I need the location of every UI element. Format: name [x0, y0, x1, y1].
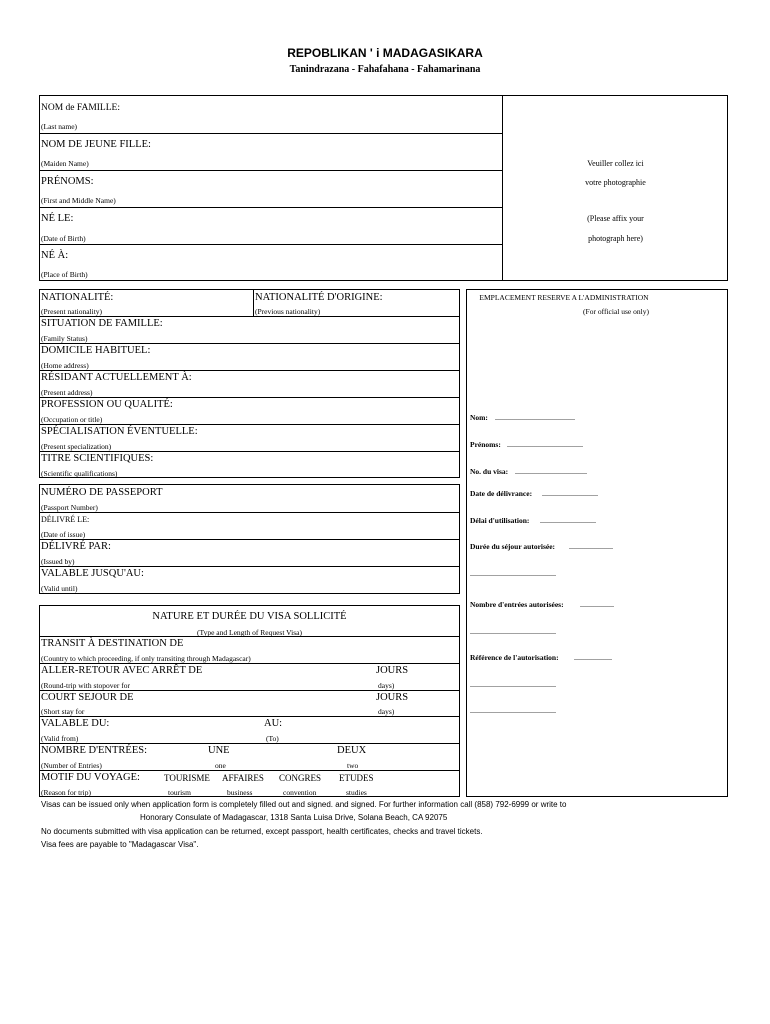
- passport-number-label: NUMÉRO DE PASSEPORT: [41, 487, 163, 498]
- origin-nationality-label: NATIONALITÉ D'ORIGINE:: [255, 292, 383, 303]
- admin-prenoms-label: Prénoms:: [470, 440, 501, 449]
- round-trip-days-sub: days): [378, 681, 395, 690]
- visa-heading-sub: (Type and Length of Request Visa): [197, 628, 302, 637]
- reason-studies-sub: studies: [346, 788, 367, 797]
- first-names-sub: (First and Middle Name): [41, 196, 116, 205]
- specialization-label: SPÉCIALISATION ÉVENTUELLE:: [41, 426, 198, 437]
- short-stay-label: COURT SEJOUR DE: [41, 692, 134, 703]
- reason-label: MOTIF DU VOYAGE:: [41, 772, 140, 783]
- admin-stay-label: Durée du séjour autorisée:: [470, 542, 556, 551]
- admin-prenoms-dots: ......................................: [507, 440, 583, 449]
- entries-two: DEUX: [337, 745, 367, 756]
- birth-date-sub: (Date of Birth): [41, 234, 86, 243]
- admin-blank-dots-3: ...........................................: [470, 680, 556, 689]
- footer-line-4: Visa fees are payable to "Madagascar Visa".: [41, 840, 199, 849]
- footer-line-3: No documents submitted with visa application can be returned, except passport, health certificates, checks and travel tickets.: [41, 827, 483, 836]
- present-address-label: RÉSIDANT ACTUELLEMENT À:: [41, 372, 192, 383]
- valid-until-sub: (Valid until): [41, 584, 78, 593]
- family-status-label: SITUATION DE FAMILLE:: [41, 318, 163, 329]
- photo-text-4: photograph here): [588, 234, 643, 243]
- photo-text-1: Veuiller collez ici: [587, 159, 644, 168]
- last-name-sub: (Last name): [41, 122, 78, 131]
- family-status-sub: (Family Status): [41, 334, 88, 343]
- valid-until-label: VALABLE JUSQU'AU:: [41, 568, 144, 579]
- reason-convention: CONGRES: [279, 773, 322, 783]
- specialization-sub: (Present specialization): [41, 442, 112, 451]
- admin-stay-dots: ......................: [569, 542, 613, 551]
- round-trip-label: ALLER-RETOUR AVEC ARRÊT DE: [41, 665, 203, 676]
- form-subtitle: Tanindrazana - Fahafahana - Fahamarinana: [289, 64, 481, 75]
- admin-delivery-dots: ............................: [542, 489, 598, 498]
- admin-delivery-label: Date de délivrance:: [470, 489, 533, 498]
- identity-section: [39, 95, 728, 281]
- admin-nom-label: Nom:: [470, 413, 488, 422]
- short-stay-sub: (Short stay for: [41, 707, 85, 716]
- birth-place-sub: (Place of Birth): [41, 270, 88, 279]
- reason-tourism-sub: tourism: [168, 788, 191, 797]
- entries-label: NOMBRE D'ENTRÉES:: [41, 745, 148, 756]
- valid-from-sub: (Valid from): [41, 734, 79, 743]
- admin-visa-no-label: No. du visa:: [470, 467, 509, 476]
- round-trip-days: JOURS: [376, 665, 409, 676]
- admin-visa-no-dots: ....................................: [515, 467, 587, 476]
- footer-line-1: Visas can be issued only when application form is completely filled out and signed. and signed. For further information call (858) 792-6999 or write to: [41, 800, 567, 809]
- present-address-sub: (Present address): [41, 388, 93, 397]
- reason-tourism: TOURISME: [164, 773, 210, 783]
- admin-heading-sub: (For official use only): [583, 307, 649, 316]
- issued-by-sub: (Issued by): [41, 557, 75, 566]
- short-stay-days-sub: days): [378, 707, 395, 716]
- admin-heading: EMPLACEMENT RESERVE A L'ADMINISTRATION: [479, 293, 649, 302]
- origin-nationality-sub: (Previous nationality): [255, 307, 321, 316]
- admin-entries-dots: .................: [580, 600, 614, 609]
- admin-reference-dots: ...................: [574, 653, 612, 662]
- transit-label: TRANSIT À DESTINATION DE: [41, 638, 184, 649]
- reason-studies: ETUDES: [339, 773, 374, 783]
- entries-two-sub: two: [347, 761, 359, 770]
- maiden-name-sub: (Maiden Name): [41, 159, 89, 168]
- nationality-sub: (Present nationality): [41, 307, 103, 316]
- admin-reference-label: Référence de l'autorisation:: [470, 653, 559, 662]
- occupation-sub: (Occupation or title): [41, 415, 103, 424]
- issue-date-label: DÉLIVRÉ LE:: [41, 515, 90, 524]
- transit-sub: (Country to which proceeding, if only transiting through Madagascar): [41, 654, 251, 663]
- entries-sub: (Number of Entries): [41, 761, 102, 770]
- admin-blank-dots-1: ...........................................: [470, 569, 556, 578]
- occupation-label: PROFESSION OU QUALITÉ:: [41, 399, 173, 410]
- birth-date-label: NÉ LE:: [41, 213, 74, 224]
- reason-convention-sub: convention: [283, 788, 317, 797]
- admin-blank-dots-2: ...........................................: [470, 627, 556, 636]
- valid-to-sub: (To): [266, 734, 279, 743]
- photo-text-3: (Please affix your: [587, 214, 644, 223]
- reason-business: AFFAIRES: [222, 773, 264, 783]
- admin-blank-dots-4: ...........................................: [470, 706, 556, 715]
- entries-one: UNE: [208, 745, 230, 756]
- admin-entries-label: Nombre d'entrées autorisées:: [470, 600, 564, 609]
- valid-from-label: VALABLE DU:: [41, 718, 110, 729]
- entries-one-sub: one: [215, 761, 226, 770]
- footer-line-2: Honorary Consulate of Madagascar, 1318 Santa Luisa Drive, Solana Beach, CA 92075: [140, 813, 448, 822]
- valid-to-label: AU:: [264, 718, 283, 729]
- issued-by-label: DÉLIVRÉ PAR:: [41, 541, 111, 552]
- reason-sub: (Reason for trip): [41, 788, 91, 797]
- home-address-sub: (Home address): [41, 361, 89, 370]
- first-names-label: PRÉNOMS:: [41, 176, 94, 187]
- issue-date-sub: (Date of issue): [41, 530, 86, 539]
- maiden-name-label: NOM DE JEUNE FILLE:: [41, 139, 151, 150]
- last-name-label: NOM de FAMILLE:: [41, 103, 120, 113]
- round-trip-sub: (Round-trip with stopover for: [41, 681, 130, 690]
- admin-validity-label: Délai d'utilisation:: [470, 516, 530, 525]
- birth-place-label: NÉ À:: [41, 250, 69, 261]
- admin-validity-dots: ............................: [540, 516, 596, 525]
- passport-number-sub: (Passport Number): [41, 503, 98, 512]
- short-stay-days: JOURS: [376, 692, 409, 703]
- scientific-sub: (Scientific qualifications): [41, 469, 118, 478]
- admin-nom-dots: ........................................: [495, 413, 575, 422]
- form-title: REPOBLIKAN ' i MADAGASIKARA: [287, 46, 483, 60]
- home-address-label: DOMICILE HABITUEL:: [41, 345, 151, 356]
- reason-business-sub: business: [227, 788, 253, 797]
- scientific-label: TITRE SCIENTIFIQUES:: [41, 453, 154, 464]
- nationality-label: NATIONALITÉ:: [41, 292, 114, 303]
- visa-heading: NATURE ET DURÉE DU VISA SOLLICITÉ: [152, 611, 347, 622]
- photo-text-2: votre photographie: [585, 178, 646, 187]
